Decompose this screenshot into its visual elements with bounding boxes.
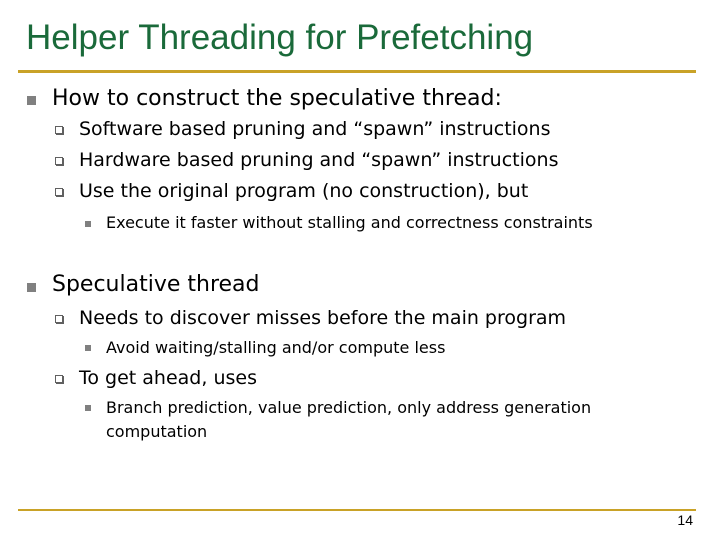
section2-item-2-sub-line1: Branch prediction, value prediction, only address generation bbox=[106, 398, 592, 417]
section2-item-2: To get ahead, uses bbox=[79, 367, 257, 389]
footer-divider bbox=[18, 509, 696, 511]
page-number: 14 bbox=[677, 512, 693, 528]
section1-item-2: Hardware based pruning and “spawn” instructions bbox=[79, 149, 559, 171]
section1-item-3: Use the original program (no construction), but bbox=[79, 180, 529, 202]
slide-title: Helper Threading for Prefetching bbox=[26, 18, 534, 57]
hollow-square-bullet-icon bbox=[55, 188, 63, 196]
square-bullet-icon bbox=[85, 345, 91, 351]
section2-item-2-sub-line2: computation bbox=[106, 422, 208, 441]
title-divider bbox=[18, 70, 696, 73]
square-bullet-icon bbox=[27, 96, 36, 105]
section1-text: How to construct the speculative thread: bbox=[52, 86, 502, 111]
hollow-square-bullet-icon bbox=[55, 315, 63, 323]
square-bullet-icon bbox=[85, 405, 91, 411]
section1-subitem: Execute it faster without stalling and correctness constraints bbox=[106, 213, 593, 232]
square-bullet-icon bbox=[27, 283, 36, 292]
hollow-square-bullet-icon bbox=[55, 126, 63, 134]
section2-item-1: Needs to discover misses before the main program bbox=[79, 307, 567, 329]
square-bullet-icon bbox=[85, 221, 91, 227]
hollow-square-bullet-icon bbox=[55, 157, 63, 165]
section1-item-1: Software based pruning and “spawn” instructions bbox=[79, 118, 551, 140]
section2-item-1-sub: Avoid waiting/stalling and/or compute less bbox=[106, 338, 446, 357]
hollow-square-bullet-icon bbox=[55, 375, 63, 383]
section2-text: Speculative thread bbox=[52, 272, 260, 297]
